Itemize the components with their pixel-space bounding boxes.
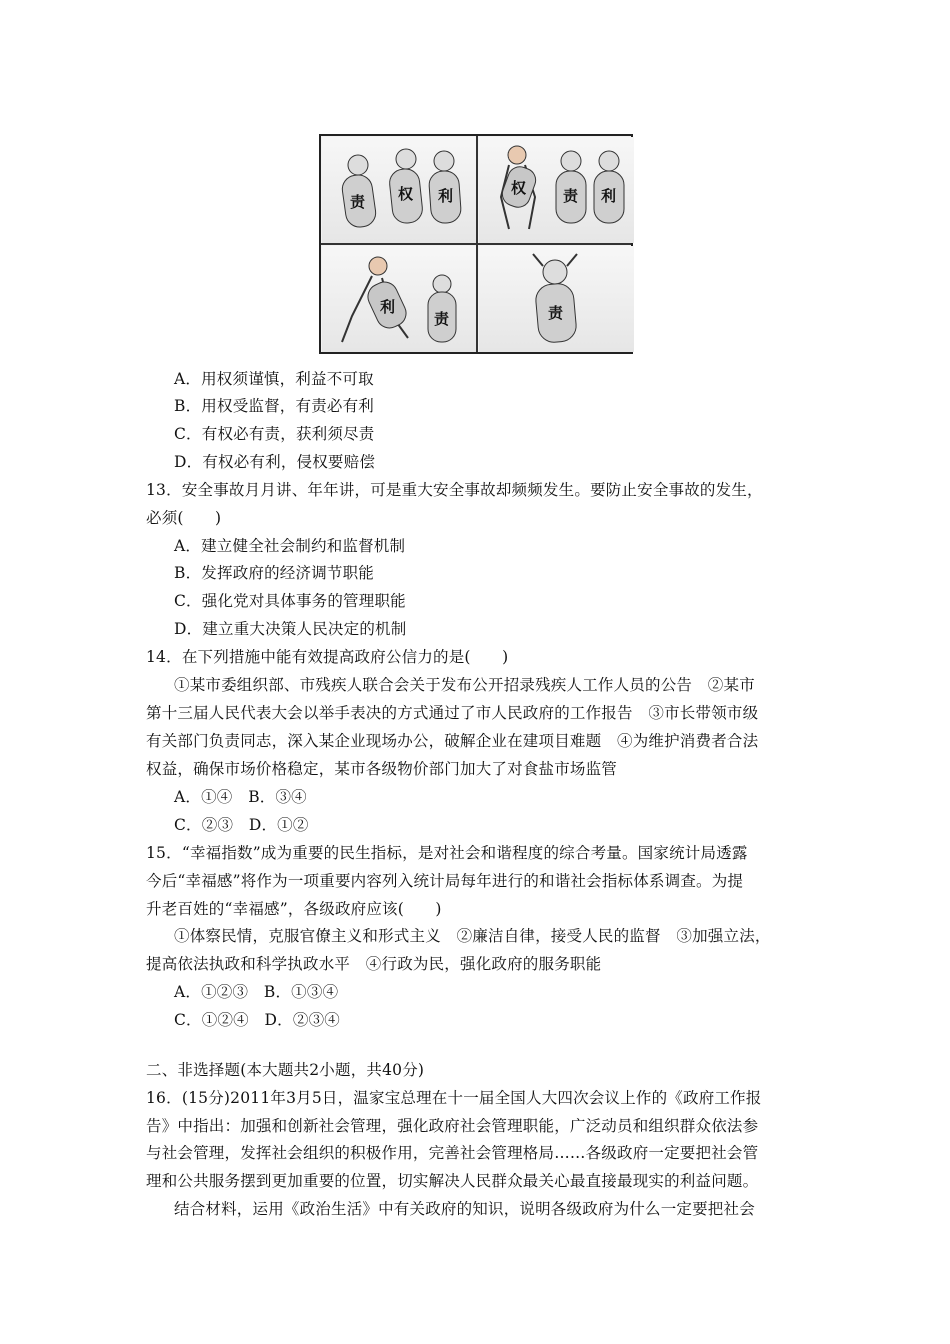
section-heading: 二、非选择题(本大题共2小题，共40分)	[146, 1061, 425, 1079]
sack-figure	[428, 151, 462, 224]
options-row: A．①②③ B．①③④	[174, 983, 339, 1001]
option-a: A．建立健全社会制约和监督机制	[174, 537, 406, 555]
sack-label: 责	[434, 310, 450, 328]
sack-label: 责	[563, 187, 579, 205]
question-14-statements: 权益，确保市场价格稳定，某市各级物价部门加大了对食盐市场监管	[146, 760, 618, 778]
option-d: D．建立重大决策人民决定的机制	[174, 620, 407, 638]
sack-label: 权	[398, 185, 414, 203]
sack-label: 权	[511, 179, 527, 197]
sack-label: 利	[438, 187, 454, 205]
cartoon-figure	[319, 134, 633, 354]
options-row: C．①②④ D．②③④	[174, 1011, 340, 1029]
question-16-cont: 理和公共服务摆到更加重要的位置，切实解决人民群众最关心最直接最现实的利益问题。	[146, 1172, 759, 1190]
question-14-statements: 有关部门负责同志，深入某企业现场办公，破解企业在建项目难题 ④为维护消费者合法	[146, 732, 759, 750]
sack-label: 责	[548, 304, 564, 322]
sack-figure	[388, 149, 423, 224]
cartoon-panel-4	[479, 246, 634, 352]
sack-figure	[428, 275, 456, 342]
option-b: B．用权受监督，有责必有利	[174, 397, 374, 415]
option-c: C．强化党对具体事务的管理职能	[174, 592, 406, 610]
question-15-cont: 今后“幸福感”将作为一项重要内容列入统计局每年进行的和谐社会指标体系调查。为提	[146, 872, 744, 890]
options-row: C．②③ D．①②	[174, 816, 309, 834]
sack-figure	[556, 151, 586, 223]
option-d: D．有权必有利，侵权要赔偿	[174, 453, 376, 471]
question-15-statements: ①体察民情，克服官僚主义和形式主义 ②廉洁自律，接受人民的监督 ③加强立法，	[174, 927, 771, 945]
question-15-cont: 升老百姓的“幸福感”，各级政府应该( )	[146, 900, 442, 918]
option-b: B．发挥政府的经济调节职能	[174, 564, 374, 582]
question-13-cont: 必须( )	[146, 509, 222, 527]
sack-label: 责	[350, 193, 366, 211]
sack-label: 利	[601, 187, 617, 205]
question-15: 15．“幸福指数”成为重要的民生指标，是对社会和谐程度的综合考量。国家统计局透露	[146, 844, 748, 862]
person-carrying-sack	[499, 146, 539, 229]
question-15-statements: 提高依法执政和科学执政水平 ④行政为民，强化政府的服务职能	[146, 955, 602, 973]
question-14-statements: 第十三届人民代表大会以举手表决的方式通过了市人民政府的工作报告 ③市长带领市级	[146, 704, 759, 722]
question-16-cont: 与社会管理，发挥社会组织的积极作用，完善社会管理格局……各级政府一定要把社会管	[146, 1144, 759, 1162]
option-a: A．用权须谨慎，利益不可取	[174, 370, 374, 388]
sack-label: 利	[380, 298, 396, 316]
cartoon-panel-1	[322, 137, 477, 243]
question-14-statements: ①某市委组织部、市残疾人联合会关于发布公开招录残疾人工作人员的公告 ②某市	[174, 676, 755, 694]
question-14: 14．在下列措施中能有效提高政府公信力的是( )	[146, 648, 509, 666]
person-running-with-sack	[342, 257, 410, 342]
sack-figure	[341, 155, 378, 229]
crying-sack-figure	[533, 254, 577, 344]
cartoon-panel-3	[322, 246, 477, 352]
sack-figure	[594, 151, 624, 223]
panel-divider	[321, 243, 631, 245]
question-16: 16．(15分)2011年3月5日，温家宝总理在十一届全国人大四次会议上作的《政府工作报	[146, 1089, 762, 1107]
options-row: A．①④ B．③④	[174, 788, 307, 806]
question-13: 13．安全事故月月讲、年年讲，可是重大安全事故却频频发生。要防止安全事故的发生，	[146, 481, 763, 499]
question-16-cont: 告》中指出：加强和创新社会管理，强化政府社会管理职能，广泛动员和组织群众依法参	[146, 1117, 759, 1135]
cartoon-panel-2	[479, 137, 634, 243]
question-16-prompt: 结合材料，运用《政治生活》中有关政府的知识，说明各级政府为什么一定要把社会	[174, 1200, 755, 1218]
option-c: C．有权必有责，获利须尽责	[174, 425, 375, 443]
